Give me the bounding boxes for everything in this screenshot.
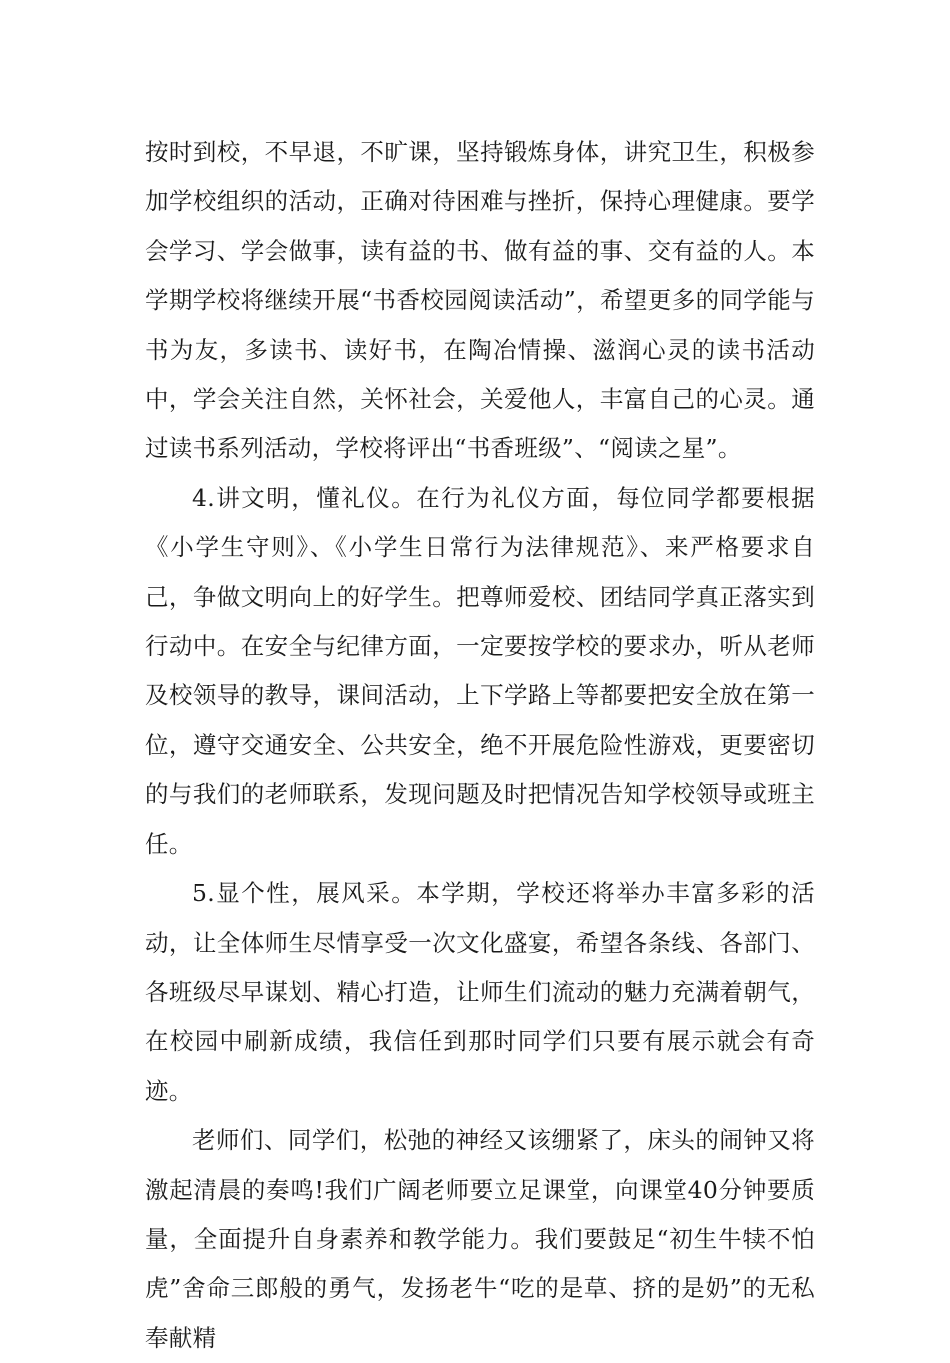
paragraph-teachers-students: 老师们、同学们，松弛的神经又该绷紧了，床头的闹钟又将激起清晨的奏鸣!我们广阔老师要立足课堂，向课堂40分钟要质量，全面提升自身素养和教学能力。我们要鼓足“初生牛犊不怕虎”舍命三郎般的勇气，发扬老牛“吃的是草、挤的是奶”的无私奉献精 <box>145 1126 815 1352</box>
document-body <box>145 128 815 1363</box>
paragraph-item-4-etiquette: 4.讲文明，懂礼仪。在行为礼仪方面，每位同学都要根据《小学生守则》、《小学生日常行为法律规范》、来严格要求自己，争做文明向上的好学生。把尊师爱校、团结同学真正落实到行动中。在安全与纪律方面，一定要按学校的要求办，听从老师及校领导的教导，课间活动，上下学路上等都要把安全放在第一位，遵守交通安全、公共安全，绝不开展危险性游戏，更要密切的与我们的老师联系，发现问题及时把情况告知学校领导或班主任。 <box>145 483 815 858</box>
paragraph-continued-study-habits: 按时到校，不早退，不旷课，坚持锻炼身体，讲究卫生，积极参加学校组织的活动，正确对待困难与挫折，保持心理健康。要学会学习、学会做事，读有益的书、做有益的事、交有益的人。本学期学校将继续开展“书香校园阅读活动”，希望更多的同学能与书为友，多读书、读好书，在陶冶情操、滋润心灵的读书活动中，学会关注自然，关怀社会，关爱他人，丰富自己的心灵。通过读书系列活动，学校将评出“书香班级”、“阅读之星”。 <box>145 138 815 463</box>
paragraph-item-5-personality: 5.显个性，展风采。本学期，学校还将举办丰富多彩的活动，让全体师生尽情享受一次文化盛宴，希望各条线、各部门、各班级尽早谋划、精心打造，让师生们流动的魅力充满着朝气，在校园中刷新成绩，我信任到那时同学们只要有展示就会有奇迹。 <box>145 879 815 1105</box>
